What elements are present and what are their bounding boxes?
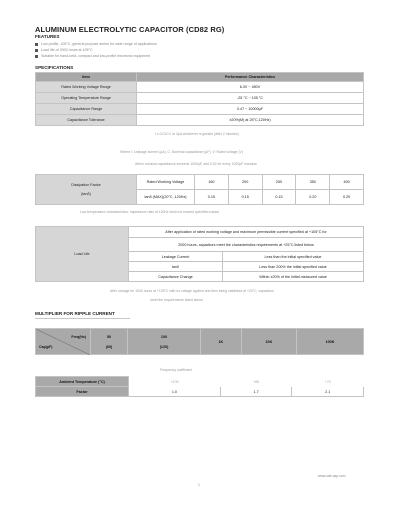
temperature-value: +85: [220, 377, 292, 387]
leakage-note: Where I: Leakage current (µA), C: Nominal capacitance (µF), V: Rated voltage (V): [120, 150, 243, 154]
load-life-desc: After application of rated working voltage and maximum permissible current specified at +105°C for: [129, 227, 364, 238]
table-row: [36, 93, 364, 104]
df-value: 0.15: [228, 190, 262, 205]
load-life-item: Leakage Current: [129, 252, 223, 262]
feature-item: Suitable for hand-held, compact and low-profile electronic equipment: [35, 54, 150, 58]
bullet-icon: [35, 43, 38, 46]
heading-underline: [35, 318, 130, 319]
table-row: [36, 387, 364, 397]
load-life-value: Less than 200% the initial specified value: [223, 262, 364, 272]
table-row: [36, 82, 364, 93]
leakage-note: I ≤ 0.01CV or 3µA whichever is greater (after 2 minutes): [155, 132, 239, 136]
freq-column: 100 (120): [128, 329, 201, 355]
table-row: [36, 377, 364, 387]
factor-label: Factor: [36, 387, 129, 397]
freq-column: 1K: [201, 329, 242, 355]
factor-value: 1.0: [129, 387, 221, 397]
frequency-table: [35, 328, 364, 355]
load-life-desc: 2000 hours, capacitors meet the characteristics requirements at +25°C listed below: [129, 238, 364, 252]
temperature-value: +105: [129, 377, 221, 387]
df-value: 0.15: [262, 190, 296, 205]
temperature-value: +70: [292, 377, 364, 387]
table-row: [36, 104, 364, 115]
df-voltage: 250: [262, 175, 296, 190]
features-heading: FEATURES: [35, 34, 60, 39]
load-life-value: Less than the initial specified value: [223, 252, 364, 262]
table-row: [36, 329, 364, 355]
df-table: [35, 174, 364, 205]
spec-item-label: Rated Working Voltage Range: [36, 82, 137, 93]
temperature-table: [35, 376, 364, 397]
df-voltage: 160: [195, 175, 229, 190]
shelf-note: After storage for 1000 hours at +105°C with no voltage applied and then being stabilized at +20°C, capacitors: [110, 289, 274, 293]
table-row: [36, 227, 364, 238]
df-label: Dissipation Factor (tanδ): [36, 175, 137, 205]
frequency-caption: Frequency coefficient: [160, 368, 193, 372]
df-note: When nominal capacitance exceeds 1000µF, add 0.02 for every 1000µF increase: [135, 162, 257, 166]
table-row: [36, 73, 364, 82]
spec-item-label: Operating Temperature Range: [36, 93, 137, 104]
footer-website: www.cde-cap.com: [318, 474, 346, 478]
spec-table: [35, 72, 364, 126]
factor-value: 1.7: [220, 387, 292, 397]
factor-value: 2.1: [292, 387, 364, 397]
load-life-item: tanδ: [129, 262, 223, 272]
shelf-note: meet the requirements listed above: [150, 298, 203, 302]
table-row: [36, 115, 364, 126]
page-title: ALUMINUM ELECTROLYTIC CAPACITOR (CD82 RG): [35, 25, 225, 34]
specifications-heading: SPECIFICATIONS: [35, 65, 74, 70]
freq-corner-cell: Freq(Hz) Cap(µF): [36, 329, 91, 355]
bullet-icon: [35, 55, 38, 58]
df-row-label: tanδ (MAX)(20°C ,120Hz): [137, 190, 195, 205]
header-performance: Performance Characteristics: [137, 73, 364, 82]
load-life-label: Load Life: [36, 227, 129, 282]
df-value: 0.20: [330, 190, 364, 205]
stability-note: Low temperature characteristics: impedance ratio at 120Hz shall not exceed specified values: [80, 210, 220, 214]
table-row: [36, 175, 364, 190]
spec-item-value: 0.47 ~ 10000µF: [137, 104, 364, 115]
freq-column: 10K: [241, 329, 296, 355]
bullet-icon: [35, 49, 38, 52]
page-number: 1: [198, 483, 200, 487]
feature-item: Low profile, 105°C, general purpose series for wide range of applications: [35, 42, 157, 46]
freq-column: 100K: [297, 329, 364, 355]
temperature-label: Ambient Temperature (°C): [36, 377, 129, 387]
spec-item-label: Capacitance Tolerance: [36, 115, 137, 126]
load-life-item: Capacitance Change: [129, 272, 223, 282]
spec-item-value: -25 °C ~ 105 °C: [137, 93, 364, 104]
df-voltage: 200: [228, 175, 262, 190]
header-item: Item: [36, 73, 137, 82]
df-row-label: Rated Working Voltage: [137, 175, 195, 190]
load-life-value: Within ±20% of the initial measured value: [223, 272, 364, 282]
spec-item-value: 6.3V ~ 450V: [137, 82, 364, 93]
df-value: 0.20: [296, 190, 330, 205]
df-value: 0.15: [195, 190, 229, 205]
df-voltage: 350: [296, 175, 330, 190]
freq-column: 50 (60): [91, 329, 128, 355]
load-life-table: [35, 226, 364, 282]
diagonal-divider: [36, 329, 90, 355]
df-voltage: 400: [330, 175, 364, 190]
ripple-heading: MULTIPLIER FOR RIPPLE CURRENT: [35, 311, 115, 316]
spec-item-label: Capacitance Range: [36, 104, 137, 115]
feature-item: Load life of 2000 hours at 105°C: [35, 48, 93, 52]
spec-item-value: ±20%(M) at 25°C,120Hz): [137, 115, 364, 126]
